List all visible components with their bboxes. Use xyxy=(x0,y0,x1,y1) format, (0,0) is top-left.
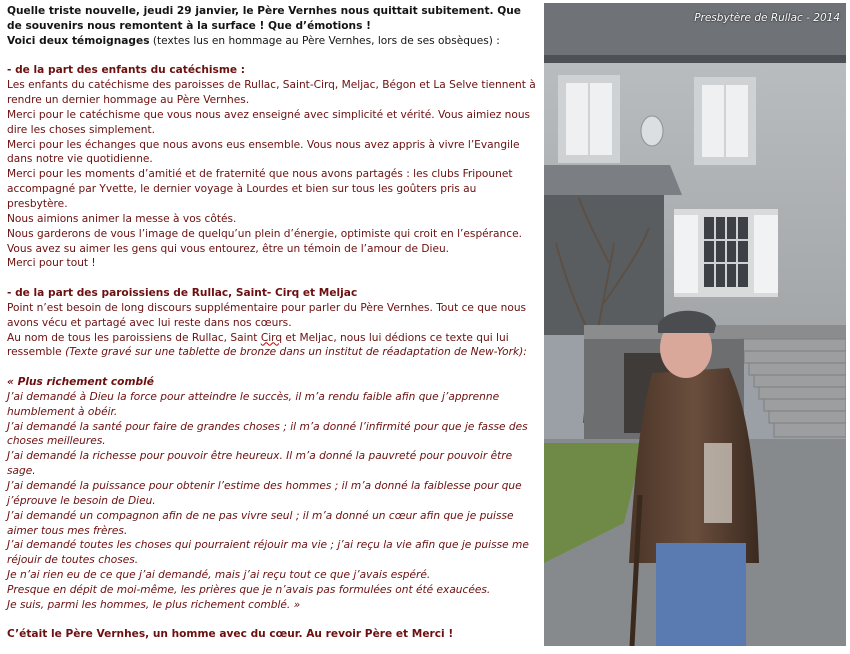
poem-line: Je n’ai rien eu de ce que j’ai demandé, mais j’ai reçu tout ce que j’avais espéré. xyxy=(7,569,431,582)
section1-paragraph: Merci pour le catéchisme que vous nous avez enseigné avec simplicité et vérité. Vous aimiez nous dire les choses simplement. xyxy=(7,108,531,136)
intro-subline-bold: Voici deux témoignages xyxy=(7,34,150,47)
poem-line: J’ai demandé toutes les choses qui pourraient réjouir ma vie ; j’ai reçu la vie afin que je puisse me réjouir de toutes choses. xyxy=(7,539,529,567)
section1-paragraph: Nous garderons de vous l’image de quelqu’un plein d’énergie, optimiste qui croit en l’espérance. xyxy=(7,227,522,240)
poem-line: J’ai demandé la santé pour faire de grandes choses ; il m’a donné l’infirmité pour que je fasse des choses meilleures. xyxy=(7,420,528,448)
section1-paragraph: Merci pour les moments d’amitié et de fraternité que nous avons partagés : les clubs Fripounet accompagné par Yvette, le dernier voyage à Lourdes et bien sur tous les goûters pris au presbytère. xyxy=(7,168,513,210)
section1-paragraph: Merci pour tout ! xyxy=(7,257,96,270)
dedication-text-rest: et Meljac, nous lui dédions ce texte qui lui ressemble xyxy=(7,331,509,359)
poem-line: J’ai demandé à Dieu la force pour atteindre le succès, il m’a rendu faible afin que j’apprenne humblement à obéir. xyxy=(7,390,500,418)
poem-line: J’ai demandé la puissance pour obtenir l’estime des hommes ; il m’a donné la faiblesse pour que j’éprouve le besoin de Dieu. xyxy=(7,480,522,507)
photo-illustration xyxy=(544,3,846,646)
poem-title: « Plus richement comblé xyxy=(7,376,154,389)
section2-heading: - de la part des paroissiens de Rullac, Saint- Cirq et Meljac xyxy=(7,287,358,300)
section2-dedication xyxy=(7,331,539,361)
intro-line: Quelle triste nouvelle, jeudi 29 janvier, le Père Vernhes nous quittait subitement. Que de souvenirs nous remontent à la surface ! Que d’émotions ! xyxy=(7,5,521,32)
poem-line: Presque en dépit de moi-même, les prières que je n’avais pas formulées ont été exaucées. xyxy=(7,583,491,596)
dedication-source-note: (Texte gravé sur une tablette de bronze dans un institut de réadaptation de New-York): xyxy=(65,346,527,359)
closing-line: C’était le Père Vernhes, un homme avec du cœur. Au revoir Père et Merci ! xyxy=(7,628,454,641)
section1-paragraph: Les enfants du catéchisme des paroisses de Rullac, Saint-Cirq, Meljac, Bégon et La Selve tiennent à rendre un dernier hommage au Père Vernhes. xyxy=(7,79,536,107)
presbytery-photo xyxy=(544,3,846,646)
photo-caption: Presbytère de Rullac - 2014 xyxy=(694,12,840,24)
article-text xyxy=(7,4,539,642)
intro-subline xyxy=(7,34,539,49)
section1-heading: - de la part des enfants du catéchisme : xyxy=(7,64,245,77)
section2-paragraph: Point n’est besoin de long discours supplémentaire pour parler du Père Vernhes. Tout ce que nous avons vécu et partagé avec lui reste dans nos cœurs. xyxy=(7,301,527,329)
poem-line: J’ai demandé un compagnon afin de ne pas vivre seul ; il m’a donné un cœur afin que je puisse aimer tous mes frères. xyxy=(7,509,514,537)
poem-line: Je suis, parmi les hommes, le plus richement comblé. » xyxy=(7,598,301,611)
poem-line: J’ai demandé la richesse pour pouvoir être heureux. Il m’a donné la pauvreté pour pouvoir être sage. xyxy=(7,450,513,478)
section1-paragraph: Nous aimions animer la messe à vos côtés. xyxy=(7,212,237,225)
section1-paragraph: Vous avez su aimer les gens qui vous entourez, être un témoin de l’amour de Dieu. xyxy=(7,242,450,255)
section1-paragraph: Merci pour les échanges que nous avons eus ensemble. Vous nous avez appris à vivre l’Evangile dans notre vie quotidienne. xyxy=(7,138,520,166)
intro-subline-rest: (textes lus en hommage au Père Vernhes, lors de ses obsèques) : xyxy=(149,34,500,47)
dedication-text: Au nom de tous les paroissiens de Rullac, Saint xyxy=(7,331,261,344)
dedication-misspelled-word: Cirq xyxy=(260,331,283,344)
